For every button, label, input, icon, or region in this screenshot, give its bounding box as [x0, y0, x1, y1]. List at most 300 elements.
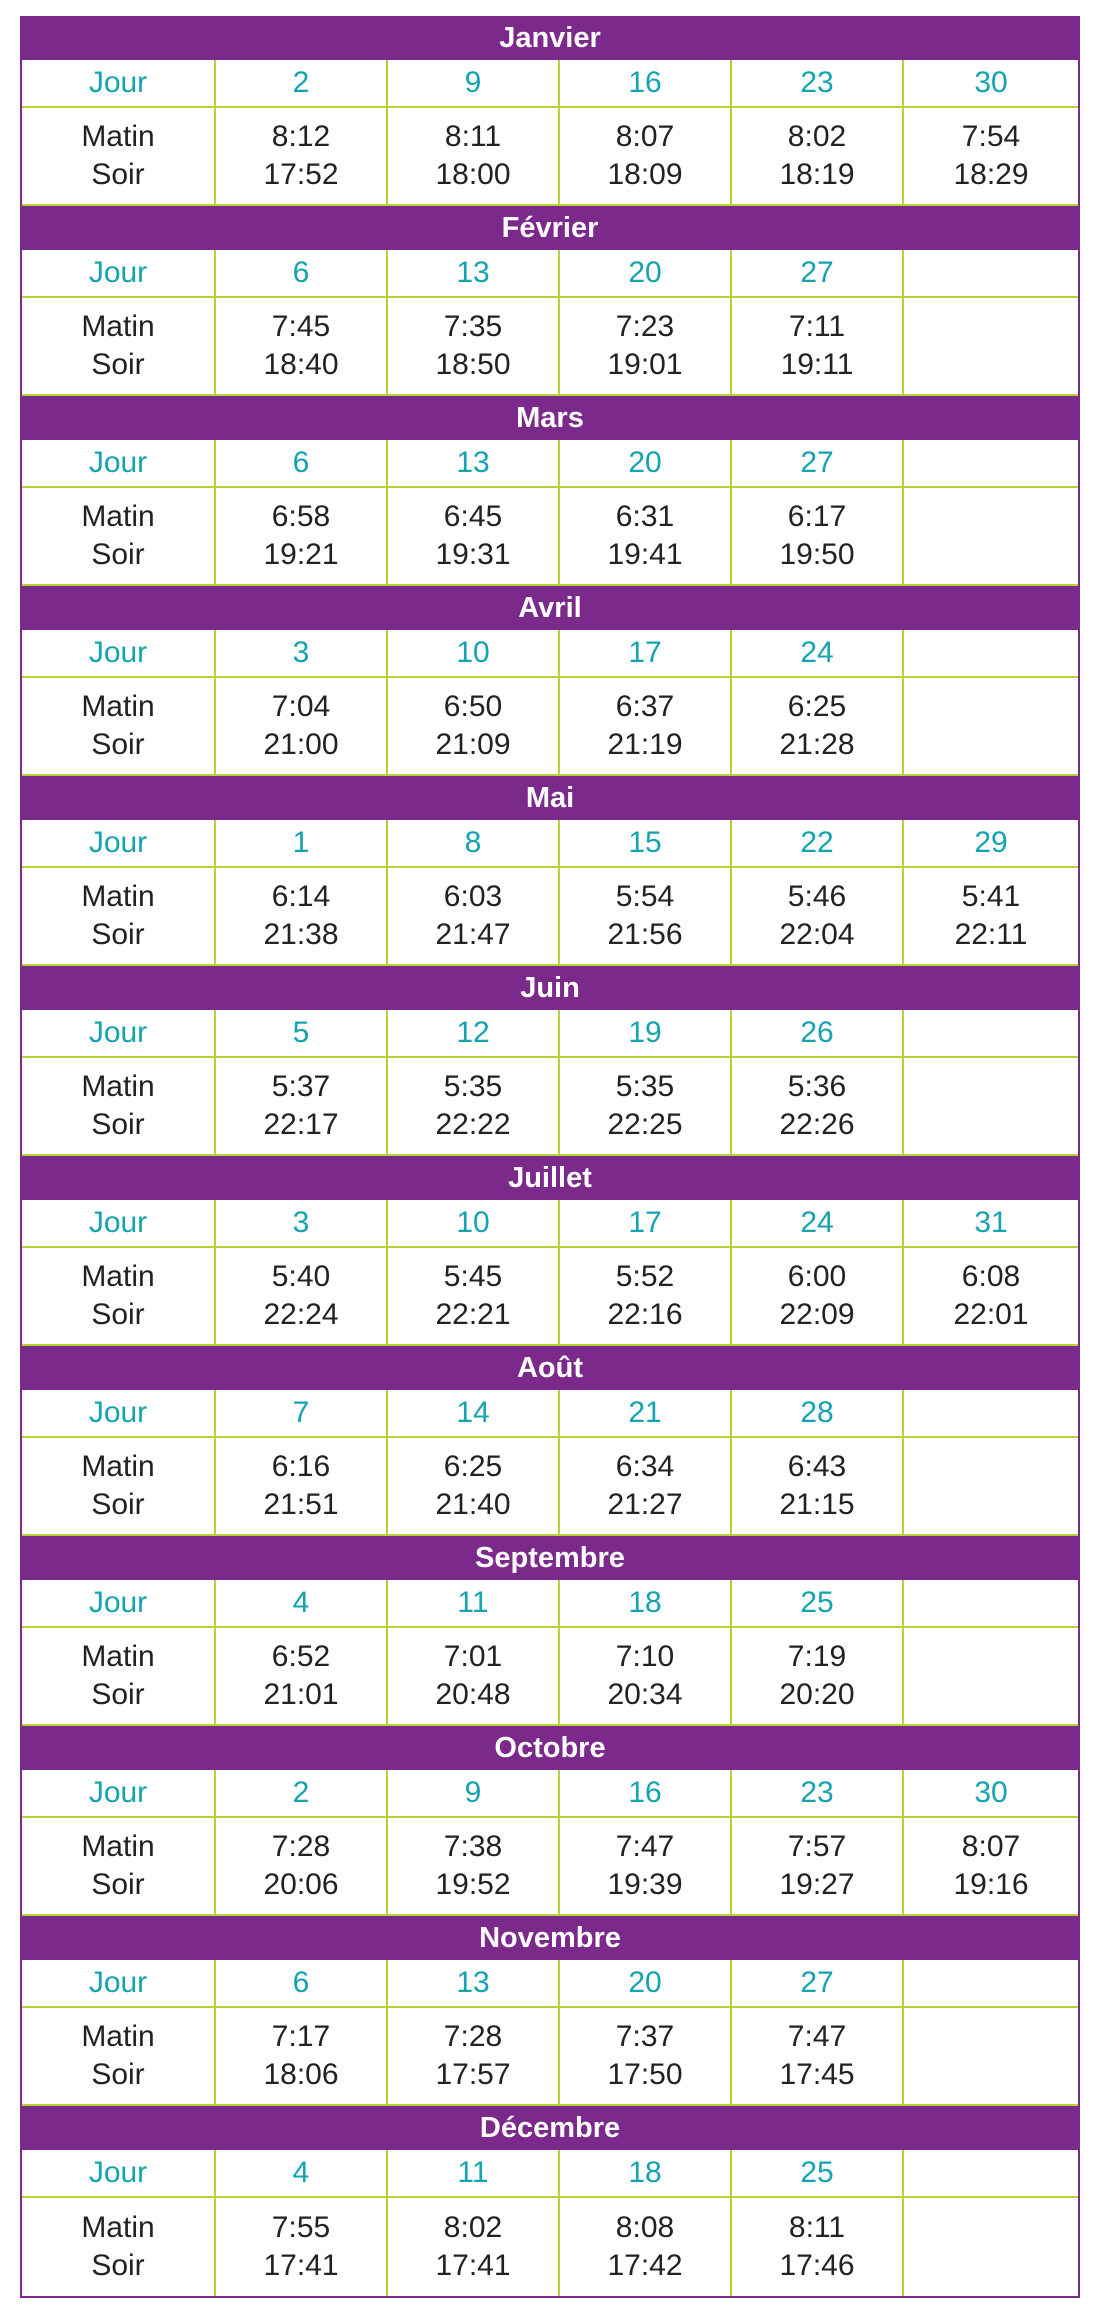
day-cell: 6	[216, 250, 388, 298]
evening-time: 21:15	[779, 1488, 855, 1521]
morning-label: Matin	[81, 1640, 155, 1673]
evening-time: 22:25	[607, 1108, 683, 1141]
day-cell: 3	[216, 1200, 388, 1248]
time-cell	[560, 1818, 732, 1916]
time-cell	[732, 1628, 904, 1726]
day-cell: 2	[216, 60, 388, 108]
time-cell	[732, 2008, 904, 2106]
time-cell	[388, 678, 560, 776]
evening-label: Soir	[91, 1678, 145, 1711]
time-row	[22, 488, 1078, 586]
day-row	[22, 630, 1078, 678]
time-cell	[732, 1438, 904, 1536]
time-cell	[216, 1628, 388, 1726]
day-cell	[904, 1390, 1078, 1438]
time-cell	[388, 1248, 560, 1346]
day-cell	[904, 1580, 1078, 1628]
month-header: Avril	[22, 586, 1078, 630]
time-row-label	[22, 1438, 216, 1536]
day-row	[22, 60, 1078, 108]
month-header: Octobre	[22, 1726, 1078, 1770]
evening-time: 21:38	[263, 918, 339, 951]
evening-time: 18:50	[435, 348, 511, 381]
day-cell: 13	[388, 1960, 560, 2008]
evening-time: 20:48	[435, 1678, 511, 1711]
evening-time: 22:11	[954, 918, 1028, 951]
day-cell	[904, 250, 1078, 298]
day-row-label: Jour	[22, 440, 216, 488]
time-cell	[560, 2008, 732, 2106]
time-row	[22, 1818, 1078, 1916]
month-block	[22, 2106, 1078, 2296]
day-cell	[904, 630, 1078, 678]
month-block	[22, 586, 1078, 776]
evening-time: 20:20	[779, 1678, 855, 1711]
evening-time: 19:27	[779, 1868, 855, 1901]
time-cell	[560, 678, 732, 776]
month-header: Mai	[22, 776, 1078, 820]
time-row	[22, 1248, 1078, 1346]
month-header: Juillet	[22, 1156, 1078, 1200]
time-row	[22, 868, 1078, 966]
evening-time: 17:57	[435, 2058, 511, 2091]
morning-time: 6:58	[271, 500, 331, 533]
time-cell	[732, 1818, 904, 1916]
time-cell	[216, 2198, 388, 2296]
day-cell: 20	[560, 1960, 732, 2008]
evening-time: 18:06	[263, 2058, 339, 2091]
evening-label: Soir	[91, 1488, 145, 1521]
month-header: Mars	[22, 396, 1078, 440]
time-cell	[560, 2198, 732, 2296]
morning-label: Matin	[81, 1070, 155, 1103]
day-cell: 30	[904, 1770, 1078, 1818]
day-cell: 24	[732, 630, 904, 678]
evening-time: 22:01	[953, 1298, 1029, 1331]
morning-time: 6:31	[615, 500, 675, 533]
evening-time: 22:21	[435, 1298, 511, 1331]
time-row	[22, 1438, 1078, 1536]
time-row-label	[22, 868, 216, 966]
day-cell	[904, 440, 1078, 488]
morning-time: 5:35	[443, 1070, 503, 1103]
time-cell	[388, 1438, 560, 1536]
day-cell: 5	[216, 1010, 388, 1058]
day-cell: 18	[560, 2150, 732, 2198]
morning-time: 7:17	[271, 2020, 331, 2053]
time-cell	[732, 868, 904, 966]
evening-time: 17:50	[607, 2058, 683, 2091]
time-cell	[732, 1058, 904, 1156]
day-row-label: Jour	[22, 1390, 216, 1438]
evening-label: Soir	[91, 2058, 145, 2091]
morning-time: 7:01	[443, 1640, 503, 1673]
evening-time: 19:31	[435, 538, 511, 571]
time-cell	[904, 1248, 1078, 1346]
morning-label: Matin	[81, 1450, 155, 1483]
day-cell: 25	[732, 1580, 904, 1628]
time-cell	[216, 1248, 388, 1346]
evening-label: Soir	[91, 348, 145, 381]
time-cell	[904, 1818, 1078, 1916]
morning-time: 5:40	[271, 1260, 331, 1293]
day-row	[22, 1200, 1078, 1248]
month-block	[22, 776, 1078, 966]
evening-label: Soir	[91, 1868, 145, 1901]
evening-time: 18:09	[607, 158, 683, 191]
day-cell	[904, 2150, 1078, 2198]
month-header: Juin	[22, 966, 1078, 1010]
time-cell	[216, 1438, 388, 1536]
day-row-label: Jour	[22, 1580, 216, 1628]
day-cell: 11	[388, 2150, 560, 2198]
evening-time: 20:34	[607, 1678, 683, 1711]
day-cell: 3	[216, 630, 388, 678]
time-cell	[560, 1438, 732, 1536]
morning-time: 6:25	[787, 690, 847, 723]
evening-time: 18:40	[263, 348, 339, 381]
evening-time: 19:11	[780, 348, 854, 381]
evening-time: 22:17	[263, 1108, 339, 1141]
morning-time: 6:25	[443, 1450, 503, 1483]
evening-label: Soir	[91, 1298, 145, 1331]
time-cell	[560, 1248, 732, 1346]
evening-label: Soir	[91, 538, 145, 571]
morning-label: Matin	[81, 2020, 155, 2053]
day-cell	[904, 1960, 1078, 2008]
time-row	[22, 2008, 1078, 2106]
day-cell: 16	[560, 1770, 732, 1818]
day-row	[22, 1960, 1078, 2008]
morning-time: 7:23	[615, 310, 675, 343]
sunrise-sunset-table	[20, 16, 1080, 2298]
month-header: Novembre	[22, 1916, 1078, 1960]
morning-time: 8:12	[271, 120, 331, 153]
day-cell: 4	[216, 1580, 388, 1628]
time-cell	[732, 488, 904, 586]
morning-time: 8:08	[615, 2211, 675, 2244]
day-row-label: Jour	[22, 60, 216, 108]
evening-time: 21:00	[263, 728, 339, 761]
evening-time: 17:41	[263, 2249, 339, 2282]
time-row-label	[22, 678, 216, 776]
day-row	[22, 440, 1078, 488]
evening-time: 21:40	[435, 1488, 511, 1521]
morning-time: 5:41	[961, 880, 1021, 913]
morning-time: 8:11	[444, 120, 502, 153]
time-cell	[216, 298, 388, 396]
day-row	[22, 2150, 1078, 2198]
day-cell: 1	[216, 820, 388, 868]
evening-time: 18:19	[779, 158, 855, 191]
day-row	[22, 820, 1078, 868]
morning-time: 7:11	[788, 310, 846, 343]
evening-time: 20:06	[263, 1868, 339, 1901]
evening-time: 17:52	[263, 158, 339, 191]
day-row-label: Jour	[22, 1960, 216, 2008]
morning-time: 6:16	[271, 1450, 331, 1483]
morning-time: 6:08	[961, 1260, 1021, 1293]
time-cell	[216, 1818, 388, 1916]
time-cell	[560, 1058, 732, 1156]
time-cell	[216, 1058, 388, 1156]
time-cell	[560, 298, 732, 396]
evening-time: 22:26	[779, 1108, 855, 1141]
time-row-label	[22, 1628, 216, 1726]
day-cell: 17	[560, 1200, 732, 1248]
evening-label: Soir	[91, 158, 145, 191]
month-header: Janvier	[22, 16, 1078, 60]
evening-label: Soir	[91, 918, 145, 951]
day-cell: 31	[904, 1200, 1078, 1248]
evening-time: 18:29	[953, 158, 1029, 191]
day-cell: 8	[388, 820, 560, 868]
month-block	[22, 1346, 1078, 1536]
evening-time: 19:50	[779, 538, 855, 571]
morning-time: 6:52	[271, 1640, 331, 1673]
day-cell: 29	[904, 820, 1078, 868]
evening-time: 21:01	[263, 1678, 339, 1711]
day-cell: 11	[388, 1580, 560, 1628]
day-cell: 16	[560, 60, 732, 108]
day-cell: 23	[732, 60, 904, 108]
day-row	[22, 1010, 1078, 1058]
evening-time: 21:19	[607, 728, 683, 761]
evening-label: Soir	[91, 728, 145, 761]
time-cell	[560, 1628, 732, 1726]
morning-label: Matin	[81, 310, 155, 343]
morning-label: Matin	[81, 690, 155, 723]
time-cell	[732, 2198, 904, 2296]
day-cell: 23	[732, 1770, 904, 1818]
time-cell	[216, 868, 388, 966]
day-row-label: Jour	[22, 2150, 216, 2198]
time-cell	[388, 1058, 560, 1156]
time-row-label	[22, 1058, 216, 1156]
day-cell: 20	[560, 440, 732, 488]
time-cell	[216, 108, 388, 206]
day-row	[22, 1770, 1078, 1818]
time-cell	[904, 1438, 1078, 1536]
time-cell	[904, 678, 1078, 776]
day-cell: 30	[904, 60, 1078, 108]
evening-time: 17:41	[435, 2249, 511, 2282]
morning-label: Matin	[81, 880, 155, 913]
day-cell: 27	[732, 1960, 904, 2008]
evening-time: 19:39	[607, 1868, 683, 1901]
time-row-label	[22, 2008, 216, 2106]
day-cell: 25	[732, 2150, 904, 2198]
time-row-label	[22, 1248, 216, 1346]
morning-time: 6:00	[787, 1260, 847, 1293]
month-header: Août	[22, 1346, 1078, 1390]
time-row	[22, 678, 1078, 776]
time-cell	[216, 488, 388, 586]
day-cell: 15	[560, 820, 732, 868]
day-cell: 20	[560, 250, 732, 298]
time-row-label	[22, 108, 216, 206]
day-cell: 9	[388, 60, 560, 108]
time-cell	[560, 488, 732, 586]
morning-time: 6:17	[787, 500, 847, 533]
morning-time: 5:37	[271, 1070, 331, 1103]
day-cell	[904, 1010, 1078, 1058]
time-row	[22, 2198, 1078, 2296]
evening-time: 21:47	[435, 918, 511, 951]
morning-time: 7:19	[787, 1640, 847, 1673]
month-block	[22, 16, 1078, 206]
month-header: Février	[22, 206, 1078, 250]
month-block	[22, 1726, 1078, 1916]
time-cell	[904, 298, 1078, 396]
evening-time: 22:04	[779, 918, 855, 951]
evening-time: 19:52	[435, 1868, 511, 1901]
time-cell	[732, 298, 904, 396]
morning-time: 7:28	[271, 1830, 331, 1863]
evening-label: Soir	[91, 1108, 145, 1141]
day-cell: 21	[560, 1390, 732, 1438]
time-cell	[388, 488, 560, 586]
day-cell: 28	[732, 1390, 904, 1438]
morning-time: 8:02	[443, 2211, 503, 2244]
time-cell	[732, 678, 904, 776]
morning-time: 8:07	[615, 120, 675, 153]
day-cell: 4	[216, 2150, 388, 2198]
time-cell	[732, 108, 904, 206]
morning-time: 7:55	[271, 2211, 331, 2244]
time-cell	[216, 2008, 388, 2106]
day-cell: 9	[388, 1770, 560, 1818]
evening-time: 21:09	[435, 728, 511, 761]
time-row-label	[22, 488, 216, 586]
day-cell: 10	[388, 1200, 560, 1248]
month-block	[22, 966, 1078, 1156]
evening-time: 22:09	[779, 1298, 855, 1331]
day-row-label: Jour	[22, 1200, 216, 1248]
evening-time: 19:16	[953, 1868, 1029, 1901]
morning-time: 6:34	[615, 1450, 675, 1483]
morning-time: 6:45	[443, 500, 503, 533]
time-cell	[560, 108, 732, 206]
time-cell	[216, 678, 388, 776]
morning-time: 7:35	[443, 310, 503, 343]
evening-time: 19:21	[263, 538, 339, 571]
time-cell	[904, 488, 1078, 586]
day-cell: 27	[732, 250, 904, 298]
month-block	[22, 1156, 1078, 1346]
morning-time: 5:54	[615, 880, 675, 913]
month-header: Septembre	[22, 1536, 1078, 1580]
time-cell	[904, 1058, 1078, 1156]
evening-time: 21:51	[263, 1488, 339, 1521]
morning-time: 7:10	[615, 1640, 675, 1673]
time-row	[22, 108, 1078, 206]
morning-time: 8:07	[961, 1830, 1021, 1863]
morning-label: Matin	[81, 2211, 155, 2244]
morning-time: 7:37	[615, 2020, 675, 2053]
time-cell	[904, 2198, 1078, 2296]
day-cell: 18	[560, 1580, 732, 1628]
day-row-label: Jour	[22, 1770, 216, 1818]
day-row-label: Jour	[22, 630, 216, 678]
day-row	[22, 1580, 1078, 1628]
day-cell: 26	[732, 1010, 904, 1058]
month-block	[22, 1536, 1078, 1726]
day-cell: 19	[560, 1010, 732, 1058]
morning-time: 6:03	[443, 880, 503, 913]
time-cell	[388, 2008, 560, 2106]
morning-time: 7:47	[615, 1830, 675, 1863]
time-cell	[904, 2008, 1078, 2106]
day-cell: 24	[732, 1200, 904, 1248]
morning-time: 7:45	[271, 310, 331, 343]
time-row-label	[22, 2198, 216, 2296]
morning-time: 8:11	[788, 2211, 846, 2244]
morning-time: 5:52	[615, 1260, 675, 1293]
morning-time: 6:43	[787, 1450, 847, 1483]
time-row-label	[22, 298, 216, 396]
evening-time: 22:24	[263, 1298, 339, 1331]
evening-time: 18:00	[435, 158, 511, 191]
time-cell	[560, 868, 732, 966]
morning-time: 7:28	[443, 2020, 503, 2053]
morning-time: 5:45	[443, 1260, 503, 1293]
month-block	[22, 206, 1078, 396]
morning-time: 5:35	[615, 1070, 675, 1103]
day-cell: 12	[388, 1010, 560, 1058]
time-cell	[388, 298, 560, 396]
evening-label: Soir	[91, 2249, 145, 2282]
day-row-label: Jour	[22, 250, 216, 298]
time-cell	[388, 1628, 560, 1726]
evening-time: 17:45	[779, 2058, 855, 2091]
day-cell: 13	[388, 250, 560, 298]
day-cell: 6	[216, 1960, 388, 2008]
day-row	[22, 250, 1078, 298]
morning-time: 8:02	[787, 120, 847, 153]
evening-time: 21:56	[607, 918, 683, 951]
day-cell: 27	[732, 440, 904, 488]
morning-time: 6:14	[271, 880, 331, 913]
morning-time: 6:37	[615, 690, 675, 723]
morning-time: 7:54	[961, 120, 1021, 153]
day-cell: 10	[388, 630, 560, 678]
month-block	[22, 1916, 1078, 2106]
day-cell: 7	[216, 1390, 388, 1438]
evening-time: 17:42	[607, 2249, 683, 2282]
time-cell	[732, 1248, 904, 1346]
morning-label: Matin	[81, 500, 155, 533]
morning-time: 5:46	[787, 880, 847, 913]
morning-label: Matin	[81, 1830, 155, 1863]
evening-time: 19:01	[607, 348, 683, 381]
evening-time: 19:41	[607, 538, 683, 571]
day-cell: 2	[216, 1770, 388, 1818]
morning-time: 7:38	[443, 1830, 503, 1863]
month-block	[22, 396, 1078, 586]
evening-time: 22:22	[435, 1108, 511, 1141]
morning-label: Matin	[81, 120, 155, 153]
time-cell	[388, 1818, 560, 1916]
month-header: Décembre	[22, 2106, 1078, 2150]
day-row-label: Jour	[22, 1010, 216, 1058]
time-row	[22, 298, 1078, 396]
evening-time: 21:28	[779, 728, 855, 761]
day-cell: 13	[388, 440, 560, 488]
evening-time: 21:27	[607, 1488, 683, 1521]
day-row	[22, 1390, 1078, 1438]
morning-time: 5:36	[787, 1070, 847, 1103]
